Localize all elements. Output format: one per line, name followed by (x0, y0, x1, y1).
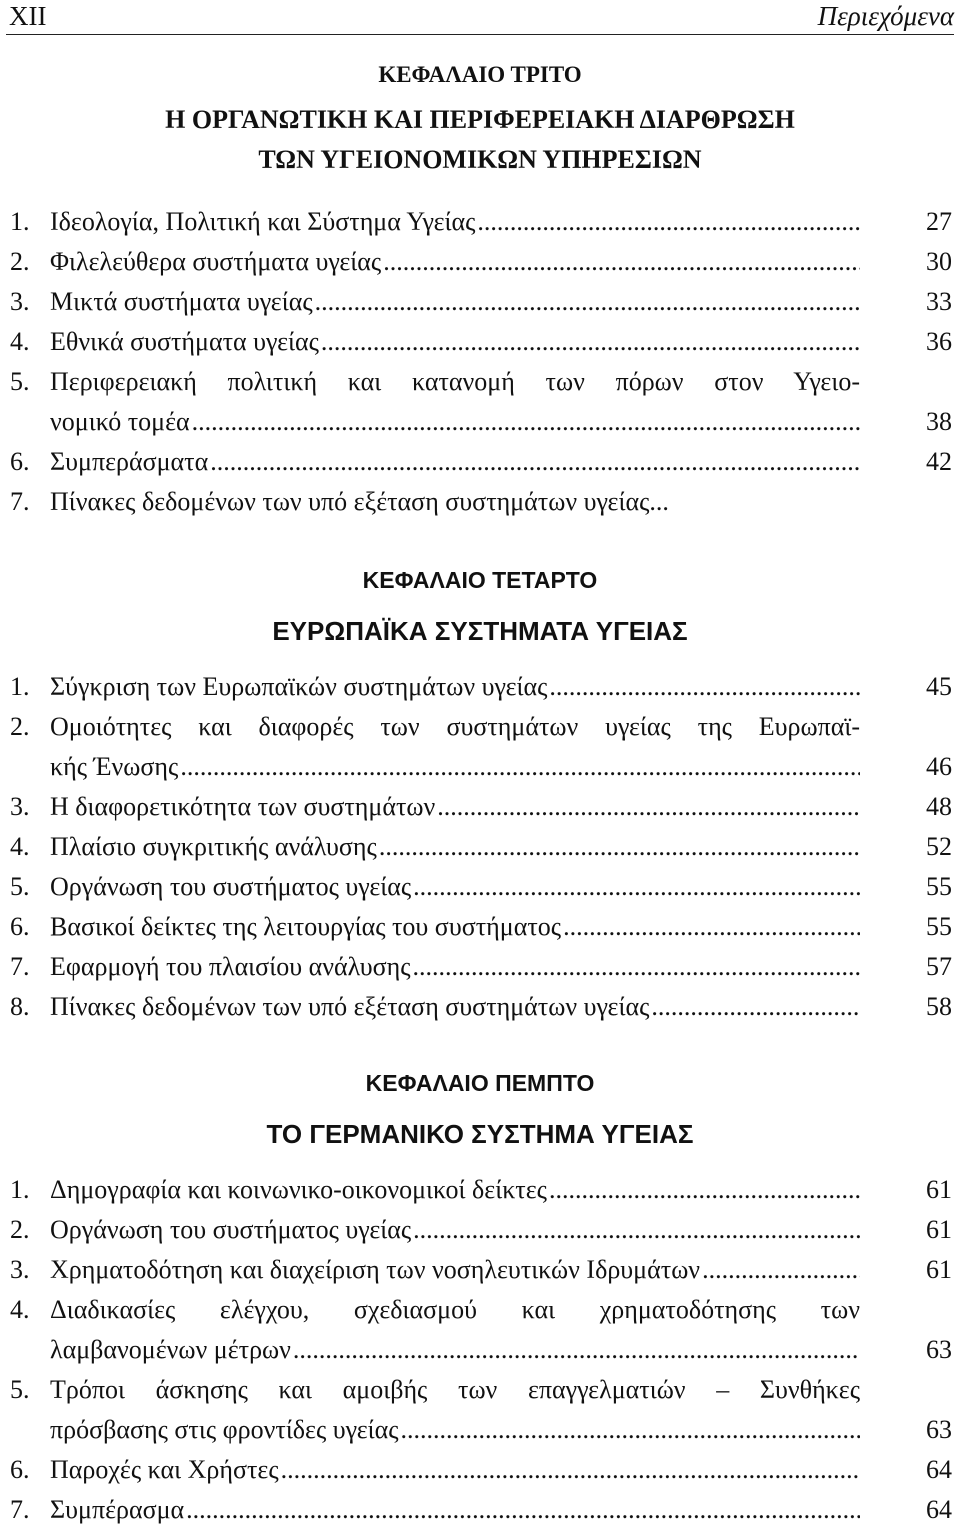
dot-leader (412, 947, 860, 987)
toc-entry[interactable] (0, 322, 960, 362)
toc-entry[interactable] (0, 907, 960, 947)
entry-title: Ιδεολογία, Πολιτική και Σύστημα Υγείας (50, 207, 476, 236)
dot-leader (281, 1450, 860, 1490)
dot-leader (549, 1170, 860, 1210)
dot-leader (477, 202, 860, 242)
entry-title-line-2: κής Ένωσης (50, 752, 179, 781)
dot-leader (413, 867, 860, 907)
dot-leader (379, 827, 860, 867)
dot-leader (549, 667, 860, 707)
chapter-5-toc (0, 1170, 960, 1530)
dot-leader (192, 402, 860, 442)
toc-entry[interactable] (0, 827, 960, 867)
toc-entry[interactable] (0, 947, 960, 987)
entry-page: 36 (926, 327, 952, 356)
toc-entry[interactable] (0, 1450, 960, 1490)
entry-page: 61 (926, 1255, 952, 1284)
chapter-title: ΤΟ ΓΕΡΜΑΝΙΚΟ ΣΥΣΤΗΜΑ ΥΓΕΙΑΣ (266, 1119, 694, 1149)
entry-number: 1. (10, 672, 30, 701)
dot-leader (210, 442, 860, 482)
entry-title: Δημογραφία και κοινωνικο-οικονομικοί δείκτες (50, 1175, 547, 1204)
running-title: Περιεχόμενα (817, 1, 954, 31)
toc-entry[interactable] (0, 1490, 960, 1530)
dot-leader (413, 1210, 860, 1250)
entry-number: 3. (10, 792, 30, 821)
entry-title-line-1: Διαδικασίες ελέγχου, σχεδιασμού και χρηματοδότησης των (50, 1295, 860, 1324)
entry-title: Πλαίσιο συγκριτικής ανάλυσης (50, 832, 377, 861)
toc-entry[interactable] (0, 987, 960, 1027)
chapter-label: ΚΕΦΑΛΑΙΟ ΤΕΤΑΡΤΟ (362, 567, 598, 593)
chapter-5-heading (0, 1068, 960, 1154)
dot-leader (437, 787, 860, 827)
entry-number: 3. (10, 1255, 30, 1284)
entry-number: 6. (10, 447, 30, 476)
dot-leader (563, 907, 860, 947)
toc-entry[interactable] (0, 787, 960, 827)
entry-page: 55 (926, 912, 952, 941)
chapter-3-toc (0, 202, 960, 522)
entry-title: Συμπεράσματα (50, 447, 209, 476)
header-rule (6, 34, 954, 35)
entry-title: Οργάνωση του συστήματος υγείας (50, 872, 412, 901)
entry-number: 2. (10, 247, 30, 276)
entry-page: 57 (926, 952, 952, 981)
entry-number: 7. (10, 952, 30, 981)
dot-leader (702, 1250, 860, 1290)
dot-leader: ... (649, 487, 669, 516)
chapter-title: Η ΟΡΓΑΝΩΤΙΚΗ ΚΑΙ ΠΕΡΙΦΕΡΕΙΑΚΗ ΔΙΑΡΘΡΩΣΗ (165, 105, 795, 134)
entry-number: 2. (10, 1215, 30, 1244)
entry-title: Φιλελεύθερα συστήματα υγείας (50, 247, 382, 276)
toc-entry[interactable] (0, 1290, 960, 1370)
entry-title: Οργάνωση του συστήματος υγείας (50, 1215, 412, 1244)
entry-page: 46 (926, 752, 952, 781)
toc-entry[interactable] (0, 442, 960, 482)
dot-leader (186, 1490, 860, 1530)
dot-leader (315, 282, 860, 322)
entry-number: 5. (10, 367, 30, 396)
entry-page: 27 (926, 207, 952, 236)
entry-number: 6. (10, 912, 30, 941)
page-header (6, 0, 954, 34)
entry-page: 61 (926, 1175, 952, 1204)
entry-title-line-2: πρόσβασης στις φροντίδες υγείας (50, 1415, 399, 1444)
entry-title: Η διαφορετικότητα των συστημάτων (50, 792, 436, 821)
entry-title: Σύγκριση των Ευρωπαϊκών συστημάτων υγείας (50, 672, 548, 701)
dot-leader (293, 1330, 860, 1370)
chapter-4-heading (0, 565, 960, 651)
entry-title: Μικτά συστήματα υγείας (50, 287, 313, 316)
entry-title: Συμπέρασμα (50, 1495, 185, 1524)
entry-title: Πίνακες δεδομένων των υπό εξέταση συστημάτων υγείας (50, 487, 650, 516)
toc-entry[interactable] (0, 202, 960, 242)
toc-entry[interactable] (0, 482, 960, 522)
entry-title-line-1: Ομοιότητες και διαφορές των συστημάτων υγείας της Ευρωπαϊ- (50, 712, 860, 741)
entry-number: 8. (10, 992, 30, 1021)
chapter-title-line-2: ΤΩΝ ΥΓΕΙΟΝΟΜΙΚΩΝ ΥΠΗΡΕΣΙΩΝ (258, 145, 702, 174)
entry-page: 61 (926, 1215, 952, 1244)
entry-title-line-2: νομικό τομέα (50, 407, 190, 436)
toc-entry[interactable] (0, 1170, 960, 1210)
entry-number: 2. (10, 712, 30, 741)
entry-number: 7. (10, 487, 30, 516)
toc-entry[interactable] (0, 1250, 960, 1290)
dot-leader (651, 987, 860, 1027)
toc-entry[interactable] (0, 1210, 960, 1250)
dot-leader (180, 747, 860, 787)
entry-title: Βασικοί δείκτες της λειτουργίας του συστήματος (50, 912, 562, 941)
chapter-title: ΕΥΡΩΠΑΪΚΑ ΣΥΣΤΗΜΑΤΑ ΥΓΕΙΑΣ (272, 616, 688, 646)
toc-entry[interactable] (0, 867, 960, 907)
entry-title: Παροχές και Χρήστες (50, 1455, 279, 1484)
entry-page: 42 (926, 447, 952, 476)
entry-title-line-2: λαμβανομένων μέτρων (50, 1335, 291, 1364)
entry-page: 52 (926, 832, 952, 861)
entry-page: 30 (926, 247, 952, 276)
chapter-label: ΚΕΦΑΛΑΙΟ ΤΡΙΤΟ (378, 62, 582, 87)
entry-number: 4. (10, 1295, 30, 1324)
entry-number: 1. (10, 1175, 30, 1204)
dot-leader (321, 322, 860, 362)
entry-number: 5. (10, 872, 30, 901)
entry-number: 7. (10, 1495, 30, 1524)
page-number: XII (9, 1, 47, 31)
chapter-label: ΚΕΦΑΛΑΙΟ ΠΕΜΠΤΟ (365, 1070, 595, 1096)
entry-page: 64 (926, 1495, 952, 1524)
entry-title: Εθνικά συστήματα υγείας (50, 327, 319, 356)
chapter-4-toc (0, 667, 960, 1027)
entry-page: 48 (926, 792, 952, 821)
toc-entry[interactable] (0, 242, 960, 282)
entry-page: 38 (926, 407, 952, 436)
entry-number: 3. (10, 287, 30, 316)
toc-entry[interactable] (0, 707, 960, 787)
toc-entry[interactable] (0, 362, 960, 442)
entry-page: 33 (926, 287, 952, 316)
entry-number: 5. (10, 1375, 30, 1404)
dot-leader (401, 1410, 860, 1450)
entry-page: 55 (926, 872, 952, 901)
toc-entry[interactable] (0, 667, 960, 707)
entry-page: 64 (926, 1455, 952, 1484)
entry-title-line-1: Τρόποι άσκησης και αμοιβής των επαγγελματιών – Συνθήκες (50, 1375, 860, 1404)
entry-title: Εφαρμογή του πλαισίου ανάλυσης (50, 952, 411, 981)
chapter-3-heading (0, 60, 960, 180)
entry-number: 4. (10, 327, 30, 356)
entry-page: 63 (926, 1335, 952, 1364)
entry-page: 45 (926, 672, 952, 701)
entry-page: 58 (926, 992, 952, 1021)
entry-number: 4. (10, 832, 30, 861)
dot-leader (383, 242, 860, 282)
toc-entry[interactable] (0, 1370, 960, 1450)
entry-page: 63 (926, 1415, 952, 1444)
entry-number: 6. (10, 1455, 30, 1484)
entry-title-line-1: Περιφερειακή πολιτική και κατανομή των πόρων στον Υγειο- (50, 367, 860, 396)
entry-title: Χρηματοδότηση και διαχείριση των νοσηλευτικών Ιδρυμάτων (50, 1255, 701, 1284)
entry-title: Πίνακες δεδομένων των υπό εξέταση συστημάτων υγείας (50, 992, 650, 1021)
toc-entry[interactable] (0, 282, 960, 322)
entry-number: 1. (10, 207, 30, 236)
